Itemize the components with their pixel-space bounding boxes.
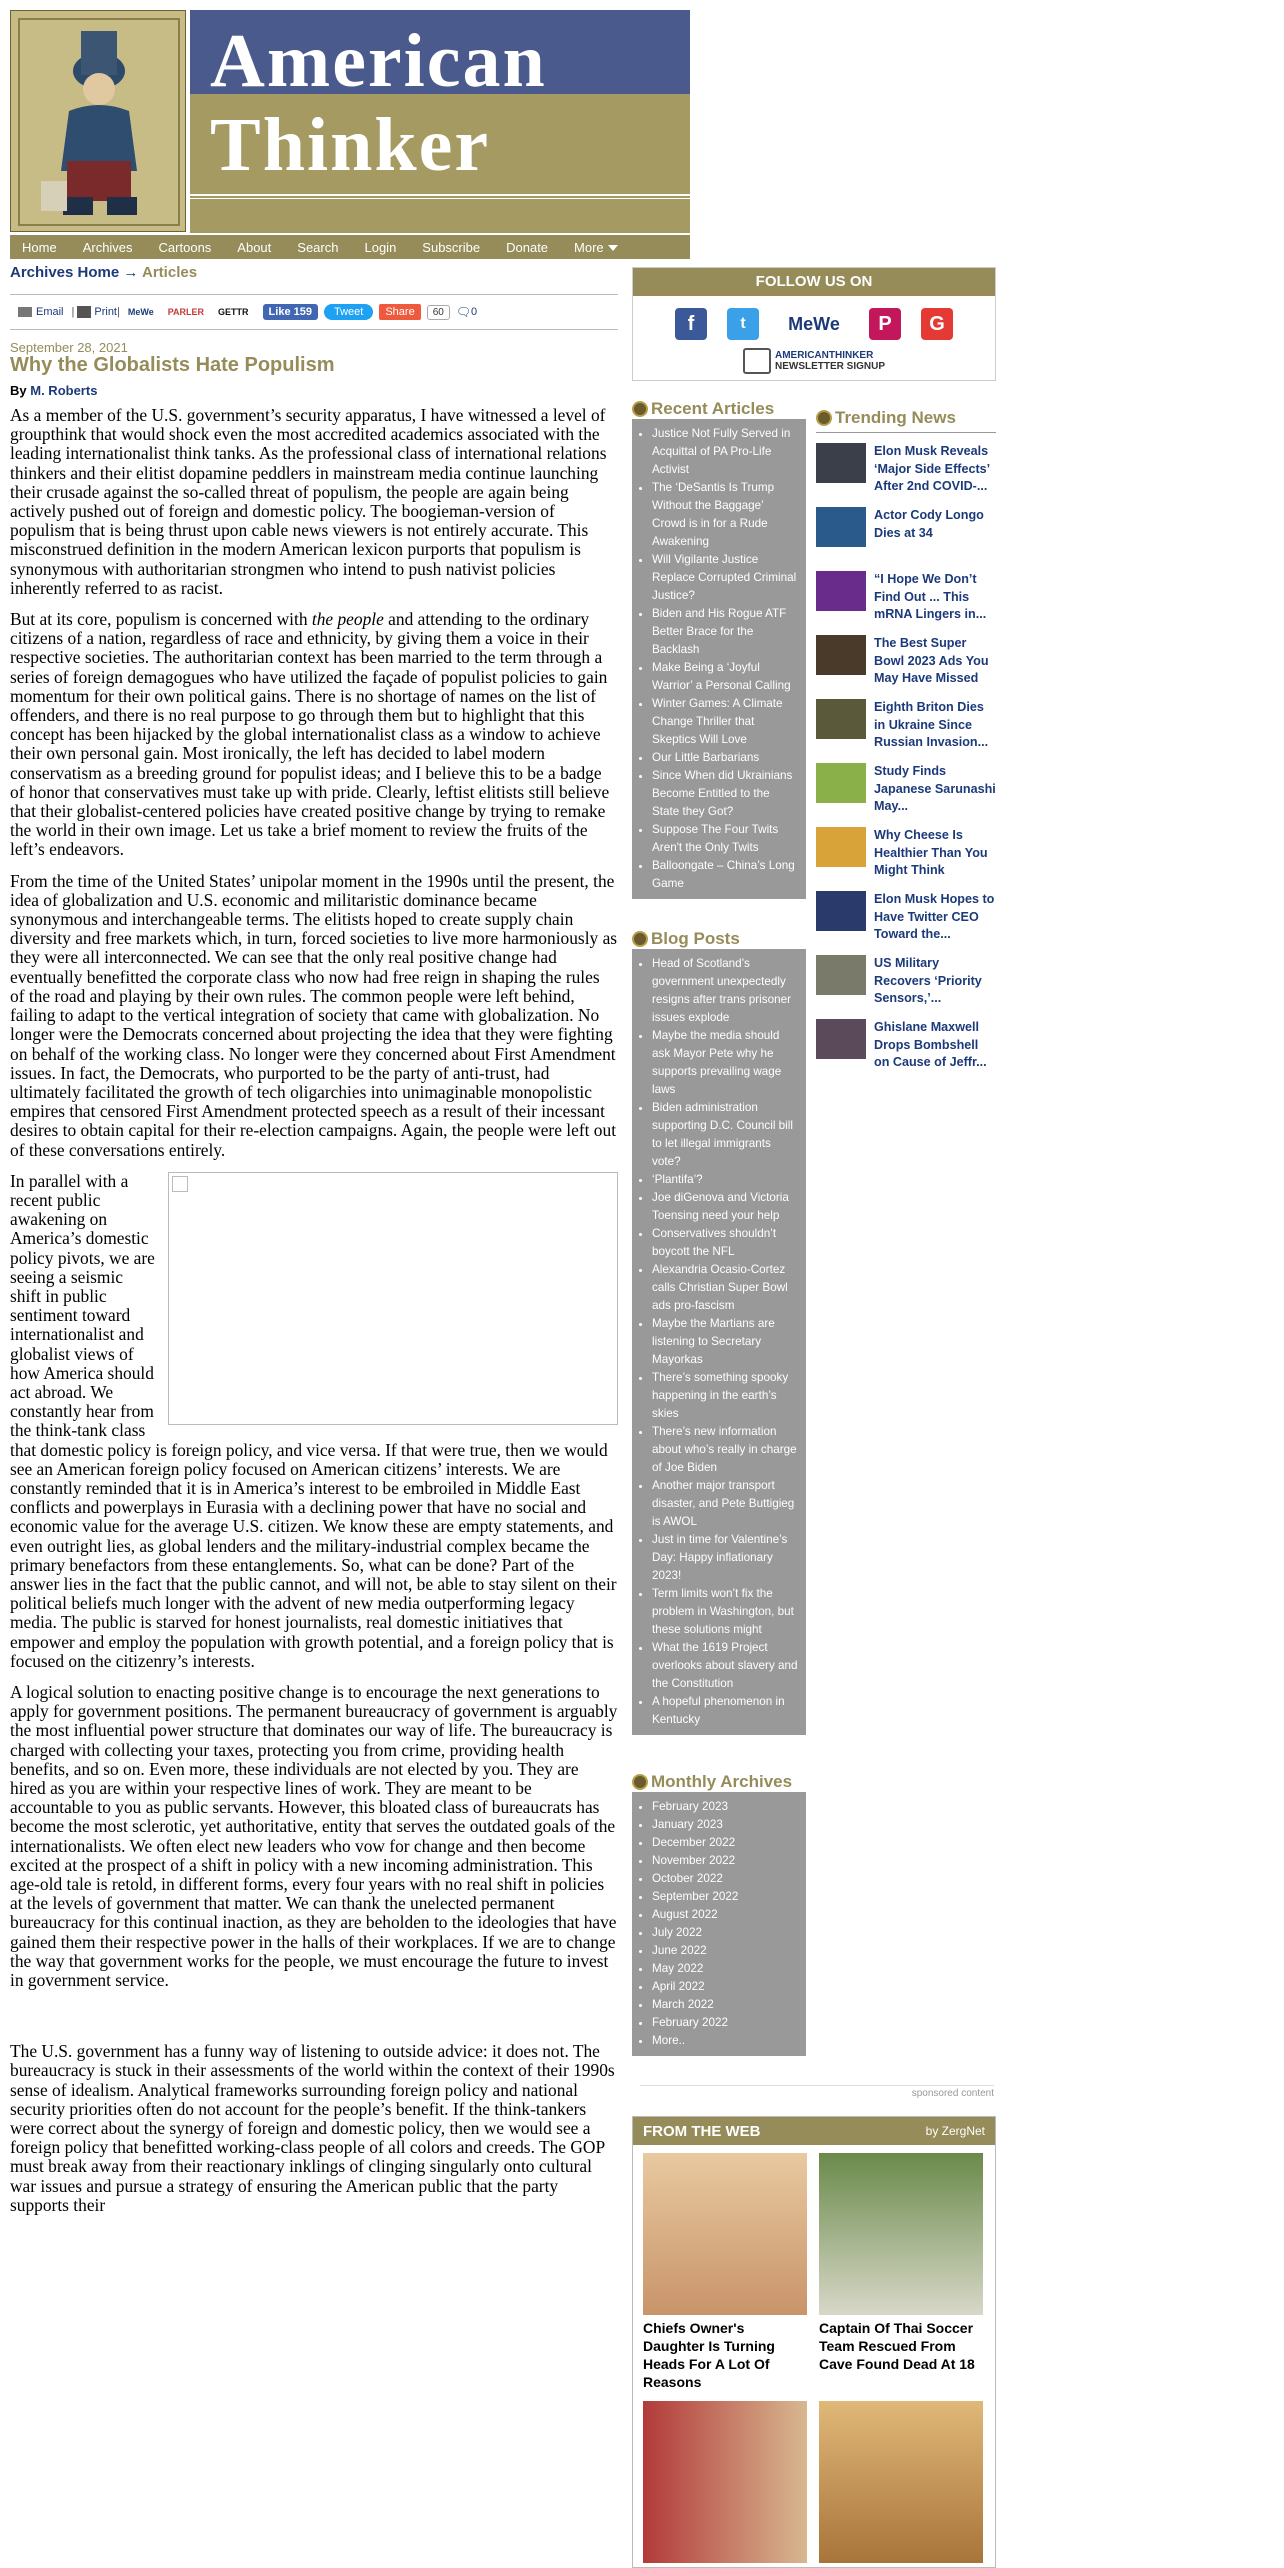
blog-post-link[interactable]: • ‘Plantifa’? xyxy=(652,1171,800,1189)
gettr-icon[interactable]: G xyxy=(921,308,953,340)
comment-icon: 🗨 xyxy=(455,305,472,319)
article-body xyxy=(10,406,618,2227)
hat-icon xyxy=(632,931,648,947)
recent-article-link[interactable]: • Balloongate – China’s Long Game xyxy=(652,857,800,893)
blog-heading-label: Blog Posts xyxy=(651,929,740,948)
recent-heading-label: Recent Articles xyxy=(651,399,775,418)
trending-title[interactable]: Study Finds Japanese Sarunashi May... xyxy=(874,764,996,814)
trending-title[interactable]: Why Cheese Is Healthier Than You Might Think xyxy=(874,828,988,878)
gettr-share-button[interactable]: GETTR xyxy=(218,307,249,317)
blog-post-link[interactable]: • Maybe the Martians are listening to Secretary Mayorkas xyxy=(652,1315,800,1369)
trending-title[interactable]: Elon Musk Hopes to Have Twitter CEO Toward the... xyxy=(874,892,995,942)
uncle-sam-logo-image[interactable] xyxy=(10,10,186,232)
trending-item[interactable] xyxy=(816,571,996,624)
nav-donate[interactable]: Donate xyxy=(506,239,549,255)
trending-thumbnail xyxy=(816,699,866,739)
byline-prefix: By xyxy=(10,383,27,398)
share-count: 60 xyxy=(427,305,450,320)
trending-title[interactable]: Elon Musk Reveals ‘Major Side Effects’ After 2nd COVID-... xyxy=(874,444,990,494)
archive-month-link[interactable]: • October 2022 xyxy=(652,1870,800,1888)
blog-post-link[interactable]: • A hopeful phenomenon in Kentucky xyxy=(652,1693,800,1729)
trending-thumbnail xyxy=(816,571,866,611)
nav-login[interactable]: Login xyxy=(364,239,397,255)
trending-item[interactable] xyxy=(816,891,996,944)
recent-article-link[interactable]: • The ‘DeSantis Is Trump Without the Baggage’ Crowd is in for a Rude Awakening xyxy=(652,479,800,551)
article-paragraph: The U.S. government has a funny way of listening to outside advice: it does not. The bureaucracy is stuck in their assessments of the world within the context of their 1990s sense of idealism. Analytical frameworks surrounding foreign policy and national security priorities often do not account for the people’s benefit. If the think-tankers were correct about the synergy of foreign and domestic policy, then we would see a foreign policy that benefitted working-class people of all colors and creeds. The GOP must break away from their reactionary inklings of clinging singularly onto cultural war issues and pursue a strategy of ensuring the American public that the party supports their xyxy=(10,2041,615,2215)
article-text: In parallel with a recent public awakening on America’s domestic policy pivots, we are seeing a seismic shift in public sentiment toward internationalist and globalist views of how America should act abroad. We constantly hear from the think-tank class that domestic policy is foreign policy, and vice versa. If that were true, then we would see an American foreign policy focused on American citizens’ interests. We are constantly reminded that it is in America’s interest to be embroiled in Middle East conflicts and powerplays in Eurasia with a declining power that have no social and economic value for the average U.S. citizen. We know these are empty statements, and even outright lies, as global lenders and the military-industrial complex became the primary benefactors from these entanglements. So, what can be done? Part of the answer lies in the fact that the public cannot, and will not, be able to stay silent on their political beliefs much longer with the advent of new media outperforming legacy media. The public is starved for honest journalists, real domestic initiatives that empower and employ the population with growth potential, and a foreign policy that is focused on the citizenry’s interests. xyxy=(10,1170,617,1671)
trending-thumbnail xyxy=(816,443,866,483)
parler-icon[interactable]: P xyxy=(869,308,901,340)
main-nav xyxy=(10,235,690,259)
blog-post-link[interactable]: • Just in time for Valentine’s Day: Happy inflationary 2023! xyxy=(652,1531,800,1585)
envelope-icon xyxy=(743,348,771,374)
sponsored-card[interactable] xyxy=(819,2401,983,2563)
hat-icon xyxy=(632,1774,648,1790)
follow-heading: FOLLOW US ON xyxy=(633,268,995,296)
recent-article-link[interactable]: • Will Vigilante Justice Replace Corrupted Criminal Justice? xyxy=(652,551,800,605)
follow-us-box xyxy=(632,267,996,381)
archives-heading-label: Monthly Archives xyxy=(651,1772,793,1791)
trending-thumbnail xyxy=(816,1019,866,1059)
site-header xyxy=(10,10,690,234)
trending-title[interactable]: Eighth Briton Dies in Ukraine Since Russian Invasion... xyxy=(874,700,989,750)
trending-thumbnail xyxy=(816,507,866,547)
trending-item[interactable] xyxy=(816,443,996,496)
breadcrumb-arrow: → xyxy=(123,264,139,281)
trending-item[interactable] xyxy=(816,699,996,752)
recent-article-link[interactable]: • Our Little Barbarians xyxy=(652,749,800,767)
twitter-icon[interactable]: t xyxy=(727,308,759,340)
article-text: But at its core, populism is concerned with xyxy=(10,609,312,630)
nav-about[interactable]: About xyxy=(237,239,272,255)
trending-item[interactable] xyxy=(816,1019,996,1072)
archive-month-link[interactable]: • February 2023 xyxy=(652,1798,800,1816)
trending-thumbnail xyxy=(816,891,866,931)
sponsored-card[interactable] xyxy=(643,2401,807,2563)
article-paragraph: As a member of the U.S. government’s security apparatus, I have witnessed a level of groupthink that would shock even the most accredited academics associated with the leading internationalist think tanks. As the professional class of international relations thinkers and their elitist dopamine peddlers in mainstream media continue launching their crusade against the so-called threat of populism, the people are again being actively pushed out of foreign and domestic policy. The boogieman-version of populism that is being thrust upon cable news viewers is not entirely accurate. This misconstrued definition in the modern American lexicon purports that populism is synonymous with authoritarian strongmen who intend to push nativist policies inherently referred to as racist. xyxy=(10,405,607,598)
sponsored-image[interactable] xyxy=(643,2401,807,2563)
blog-post-link[interactable]: • There’s something spooky happening in the earth’s skies xyxy=(652,1369,800,1423)
sponsored-card[interactable] xyxy=(643,2153,807,2391)
trending-news xyxy=(816,408,996,1083)
trending-title[interactable]: US Military Recovers ‘Priority Sensors,’... xyxy=(874,956,982,1006)
site-title-line1[interactable]: American xyxy=(210,19,547,103)
facebook-icon[interactable]: f xyxy=(675,308,707,340)
mewe-icon[interactable]: MeWe xyxy=(779,308,849,340)
trending-thumbnail xyxy=(816,763,866,803)
article-title[interactable]: Why the Globalists Hate Populism xyxy=(10,354,335,376)
author-link[interactable]: M. Roberts xyxy=(30,383,98,398)
from-the-web-grid xyxy=(633,2145,995,2568)
trending-item[interactable] xyxy=(816,635,996,688)
chevron-down-icon xyxy=(608,245,618,251)
recent-article-link[interactable]: • Suppose The Four Twits Aren't the Only Twits xyxy=(652,821,800,857)
article-paragraph: From the time of the United States’ unipolar moment in the 1990s until the present, the idea of globalization and U.S. economic and militaristic dominance became synonymous and interchangeable terms. The elitists hoped to create supply chain diversity and free markets which, in turn, forced societies to live more harmoniously as they were all interconnected. We can see that the only real positive change had eventually benefitted the corporate class who now had free reign in shaping the rules of the road and playing by their own rules. The common people were left behind, failing to adapt to the vertical integration of society that came with globalization. No longer were the Democrats concerned about projecting the idea that they were fighting on behalf of the working class. No longer were they concerned about First Amendment issues. In fact, the Democrats, who purported to be the party of anti-trust, had ultimately facilitated the growth of tech oligarchies into unimaginable monopolistic empires that censored First Amendment protected speech as a result of their incessant desires to obtain capital for their re-election campaigns. Again, the people were left out of these conversations entirely. xyxy=(10,870,618,1160)
breadcrumb xyxy=(10,264,197,281)
newsletter-text xyxy=(775,350,885,372)
parler-share-button[interactable]: PARLER xyxy=(167,307,205,317)
blog-post-link[interactable]: • Joe diGenova and Victoria Toensing need your help xyxy=(652,1189,800,1225)
archive-month-link[interactable]: • June 2022 xyxy=(652,1942,800,1960)
print-button[interactable]: | Print | xyxy=(71,306,120,318)
recent-article-link[interactable]: • Winter Games: A Climate Change Thriller that Skeptics Will Love xyxy=(652,695,800,749)
trending-item[interactable] xyxy=(816,763,996,816)
archive-month-link[interactable]: • September 2022 xyxy=(652,1888,800,1906)
blog-post-link[interactable]: • Biden administration supporting D.C. Council bill to let illegal immigrants vote? xyxy=(652,1099,800,1171)
blog-post-link[interactable]: • Term limits won’t fix the problem in Washington, but these solutions might xyxy=(652,1585,800,1639)
zergnet-link[interactable]: by ZergNet xyxy=(925,2124,985,2138)
blog-posts xyxy=(632,929,806,1735)
monthly-archives xyxy=(632,1772,806,2056)
nav-archives[interactable]: Archives xyxy=(82,239,133,255)
newsletter-line2: NEWSLETTER SIGNUP xyxy=(774,361,885,372)
breadcrumb-home[interactable]: Archives Home xyxy=(10,264,120,281)
site-title-line2[interactable]: Thinker xyxy=(210,103,491,187)
blog-post-link[interactable]: • Another major transport disaster, and Pete Buttigieg is AWOL xyxy=(652,1477,800,1531)
recent-article-link[interactable]: • Biden and His Rogue ATF Better Brace for the Backlash xyxy=(652,605,800,659)
trending-title[interactable]: Ghislane Maxwell Drops Bombshell on Cause of Jeffr... xyxy=(874,1020,987,1070)
share-bar xyxy=(10,294,618,330)
trending-thumbnail xyxy=(816,635,866,675)
nav-home[interactable]: Home xyxy=(22,239,57,255)
archive-month-link[interactable]: • February 2022 xyxy=(652,2014,800,2032)
nav-more[interactable] xyxy=(574,240,618,255)
trending-title[interactable]: The Best Super Bowl 2023 Ads You May Have Missed xyxy=(874,636,989,686)
newsletter-signup[interactable] xyxy=(633,348,995,374)
trending-item[interactable] xyxy=(816,827,996,880)
trending-item[interactable] xyxy=(816,955,996,1008)
article-date: September 28, 2021 xyxy=(10,340,128,355)
nav-more-label: More xyxy=(574,239,604,255)
archive-month-link[interactable]: • August 2022 xyxy=(652,1906,800,1924)
facebook-like-button[interactable]: Like 159 xyxy=(263,304,318,320)
mewe-share-button[interactable]: MeWe xyxy=(127,307,154,317)
printer-icon xyxy=(77,306,91,318)
blog-heading xyxy=(632,929,806,949)
trending-thumbnail xyxy=(816,827,866,867)
trending-title[interactable]: Actor Cody Longo Dies at 34 xyxy=(874,508,984,540)
print-label: Print xyxy=(94,306,117,318)
social-icons xyxy=(633,308,995,340)
nav-subscribe[interactable]: Subscribe xyxy=(422,239,481,255)
article-paragraph xyxy=(10,610,618,860)
comment-count: 0 xyxy=(471,306,478,318)
from-the-web-heading: FROM THE WEB xyxy=(643,2122,761,2140)
email-label: Email xyxy=(36,306,64,318)
from-the-web-header xyxy=(633,2117,995,2145)
envelope-icon xyxy=(18,307,32,317)
breadcrumb-current[interactable]: Articles xyxy=(142,264,198,281)
article-paragraph: A logical solution to enacting positive change is to encourage the next generations to apply for government positions. The permanent bureaucracy of government is arguably the most influential power structure that dominates our way of life. The bureaucracy is charged with collecting your taxes, protecting you from crime, providing health benefits, and so on. Even more, these individuals are not elected by you. They are hired as you are within your respective lines of work. They are meant to be accountable to you as public servants. However, this bloated class of bureaucrats has become the most sclerotic, yet authoritative, entity that serves the outdated goals of the internationalists. We often elect new leaders who vow for change and then become excited at the prospect of a shift in policy with a new incoming administration. This age-old tale is retold, in different forms, every four years with no real shift in policies at the levels of government that matter. We can thank the unelected permanent bureaucracy for this continual inaction, as they are beholden to the ideologies that have gained them their respective power in the halls of their workplaces. If we are to change the way that government works for the people, we must encourage the future to invest in government service. xyxy=(10,1682,618,1991)
trending-heading xyxy=(816,408,996,433)
nav-cartoons[interactable]: Cartoons xyxy=(158,239,212,255)
blog-post-link[interactable]: • Maybe the media should ask Mayor Pete why he supports prevailing wage laws xyxy=(652,1027,800,1099)
hat-icon xyxy=(632,401,648,417)
blog-post-link[interactable]: • Conservatives shouldn’t boycott the NFL xyxy=(652,1225,800,1261)
article-spacer xyxy=(10,2002,618,2042)
blog-post-link[interactable]: • Alexandria Ocasio-Cortez calls Christian Super Bowl ads pro-fascism xyxy=(652,1261,800,1315)
blog-post-link[interactable]: • What the 1619 Project overlooks about slavery and the Constitution xyxy=(652,1639,800,1693)
byline xyxy=(10,383,97,398)
archive-month-link[interactable]: • May 2022 xyxy=(652,1960,800,1978)
archive-month-link[interactable]: • July 2022 xyxy=(652,1924,800,1942)
sponsored-caption[interactable]: Captain Of Thai Soccer Team Rescued From Cave Found Dead At 18 xyxy=(819,2320,975,2372)
archives-list xyxy=(632,1792,806,2056)
archive-month-link[interactable]: • December 2022 xyxy=(652,1834,800,1852)
archive-month-link[interactable]: • November 2022 xyxy=(652,1852,800,1870)
nav-search[interactable]: Search xyxy=(297,239,339,255)
sponsored-label: sponsored content xyxy=(640,2085,994,2099)
email-share-button[interactable] xyxy=(10,306,64,318)
archive-month-link[interactable]: • March 2022 xyxy=(652,1996,800,2014)
article-paragraph xyxy=(10,1172,618,1671)
tweet-button[interactable]: Tweet xyxy=(324,304,373,320)
blog-post-link[interactable]: • There’s new information about who’s really in charge of Joe Biden xyxy=(652,1423,800,1477)
article-image-placeholder xyxy=(168,1172,618,1425)
article-text: and attending to the ordinary citizens of a nation, regardless of race and ethnicity, by giving them a voice in their respective societies. The authoritarian context has been married to the term through a series of foreign demagogues who have utilized the façade of populist policies to gain momentum for their own political gains. There is no shortage of names on the list of offenders, and there is no real purpose to go through them but to highlight that this concept has been hijacked by the global internationalist class as a window to achieve their own personal gain. Most ironically, the left has decided to label modern conservatism as a breeding ground for populist ideas; and I believe this to be a badge of honor that conservatives must take up with pride. Clearly, leftist elitists still believe that their globalist-centered policies have created positive change by trying to remake the world in their own image. Let us take a brief moment to review the fruits of the left’s endeavors. xyxy=(10,609,610,860)
sponsored-image[interactable] xyxy=(643,2153,807,2315)
trending-title[interactable]: “I Hope We Don’t Find Out ... This mRNA Lingers in... xyxy=(874,572,987,622)
newsletter-line1: AMERICANTHINKER xyxy=(774,350,874,361)
blog-post-link[interactable]: • Head of Scotland’s government unexpectedly resigns after trans prisoner issues explode xyxy=(652,955,800,1027)
from-the-web-widget xyxy=(632,2116,996,2568)
blog-list xyxy=(632,949,806,1735)
trending-thumbnail xyxy=(816,955,866,995)
recent-heading xyxy=(632,399,806,419)
recent-articles xyxy=(632,399,806,899)
archive-month-link[interactable]: • April 2022 xyxy=(652,1978,800,1996)
trending-item[interactable] xyxy=(816,507,996,560)
article-emphasis: the people xyxy=(311,609,384,630)
recent-article-link[interactable]: • Make Being a ‘Joyful Warrior’ a Personal Calling xyxy=(652,659,800,695)
comments-link[interactable] xyxy=(456,305,477,319)
archives-heading xyxy=(632,1772,806,1792)
archive-month-link[interactable]: • January 2023 xyxy=(652,1816,800,1834)
recent-article-link[interactable]: • Justice Not Fully Served in Acquittal of PA Pro-Life Activist xyxy=(652,425,800,479)
archive-more-link[interactable]: • More.. xyxy=(652,2032,800,2050)
sponsored-caption[interactable]: Chiefs Owner's Daughter Is Turning Heads For A Lot Of Reasons xyxy=(643,2320,775,2390)
trending-heading-label: Trending News xyxy=(835,408,956,427)
share-button[interactable]: Share xyxy=(379,304,420,320)
hat-icon xyxy=(816,410,832,426)
sponsored-image[interactable] xyxy=(819,2401,983,2563)
recent-article-link[interactable]: • Since When did Ukrainians Become Entitled to the State they Got? xyxy=(652,767,800,821)
sponsored-image[interactable] xyxy=(819,2153,983,2315)
sponsored-card[interactable] xyxy=(819,2153,983,2391)
recent-list xyxy=(632,419,806,899)
